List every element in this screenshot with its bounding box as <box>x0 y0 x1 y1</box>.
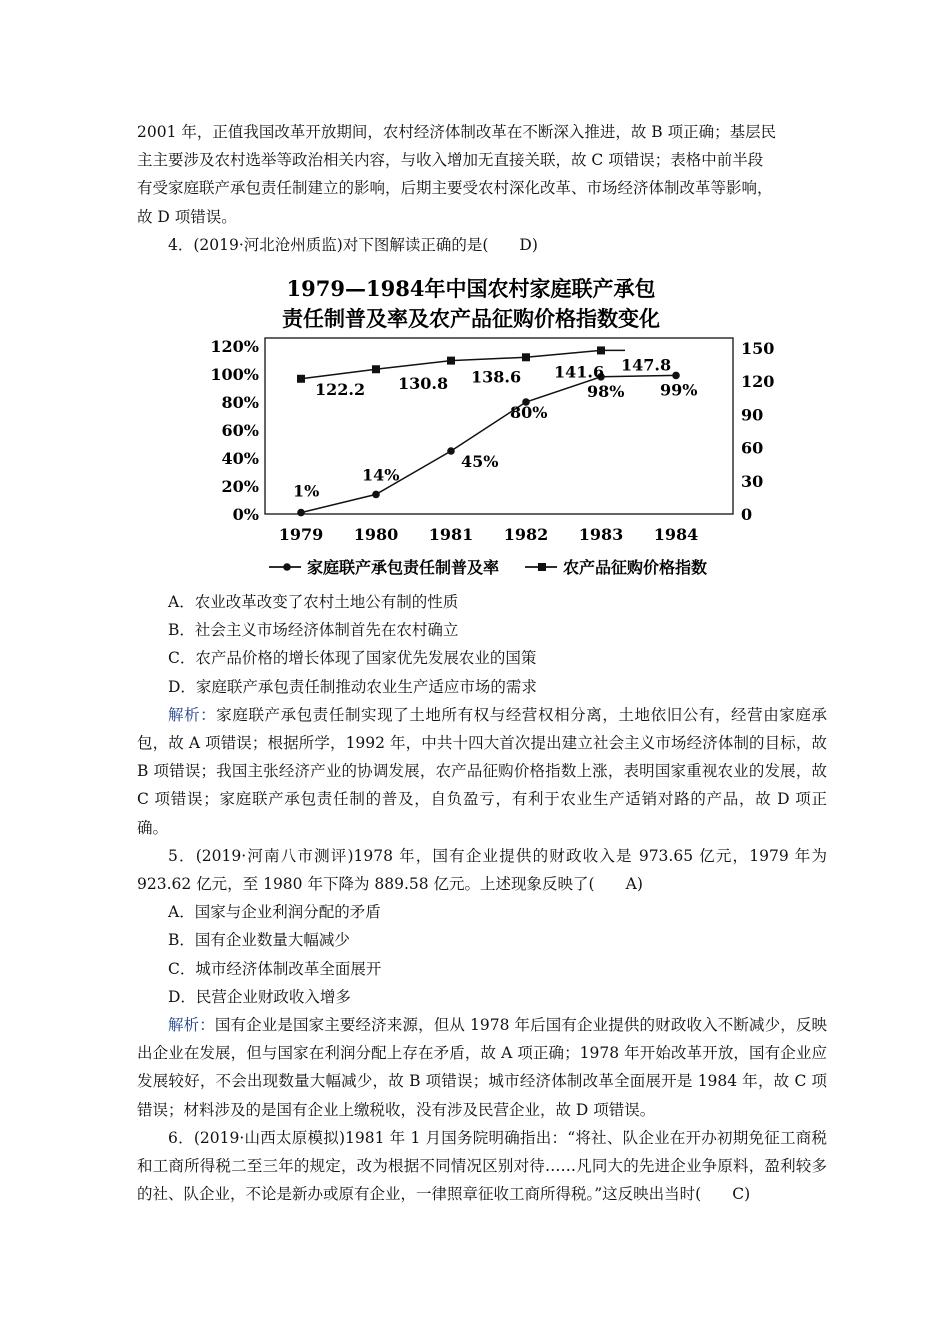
data-label-rate: 99% <box>660 380 698 400</box>
data-label-price: 147.8 <box>621 355 672 375</box>
data-point-price <box>522 353 530 361</box>
question-5-option-b: B．国有企业数量大幅减少 <box>168 931 350 950</box>
chart-title-line-1: 1979—1984年中国农村家庭联产承包 <box>286 276 656 302</box>
x-axis-tick-label: 1983 <box>578 525 624 545</box>
left-axis-tick-label: 0% <box>232 505 259 525</box>
question-6-text: 6．(2019·山西太原模拟)1981 年 1 月国务院明确指出：“将社、队企业在开办初期免征工商税和工商所得税二至三年的规定，改为根据不同情况区别对待……凡同大的先进企业争原料，盈利较多的社、队企业，不论是新办或原有企业，一律照章征收工商所得税。”这反映出当时( <box>137 1128 827 1204</box>
question-6-close: ) <box>744 1185 751 1204</box>
data-label-rate: 45% <box>461 452 499 472</box>
data-point-price <box>447 357 455 365</box>
question-4-option-b: B．社会主义市场经济体制首先在农村确立 <box>168 621 459 640</box>
legend-marker-square <box>538 563 546 571</box>
left-axis-tick-label: 120% <box>210 337 259 357</box>
right-axis-tick-label: 0 <box>741 505 753 525</box>
data-point-rate <box>372 491 380 499</box>
data-label-rate: 98% <box>587 381 625 401</box>
question-4-text: 4．(2019·河北沧州质监)对下图解读正确的是( <box>168 235 489 254</box>
prev-answer-line-1: 2001 年，正值我国改革开放期间，农村经济体制改革在不断深入推进，故 B 项正确；基层民 <box>137 123 777 141</box>
question-5-stem <box>137 842 827 898</box>
x-axis-tick-label: 1981 <box>428 525 474 545</box>
right-axis-tick-label: 150 <box>741 339 775 359</box>
prev-answer-line-3: 有受家庭联产承包责任制建立的影响，后期主要受农村深化改革、市场经济体制改革等影响， <box>137 179 773 198</box>
question-4-stem <box>137 231 827 259</box>
question-5-option-d: D．民营企业财政收入增多 <box>168 987 351 1006</box>
question-5-analysis <box>137 1011 827 1124</box>
data-label-rate: 14% <box>362 465 400 485</box>
legend-label-price: 农产品征购价格指数 <box>563 558 708 578</box>
analysis-label: 解析： <box>168 1016 215 1035</box>
x-axis-tick-label: 1980 <box>353 525 399 545</box>
data-point-price <box>372 365 380 373</box>
question-4-option-c: C．农产品价格的增长体现了国家优先发展农业的国策 <box>168 649 537 668</box>
chart-svg <box>203 264 775 582</box>
question-4-close: ) <box>531 235 538 254</box>
x-axis-tick-label: 1984 <box>653 525 699 545</box>
data-point-price <box>597 346 605 354</box>
x-axis-tick-label: 1982 <box>503 525 549 545</box>
right-axis-tick-label: 30 <box>741 471 764 491</box>
chart-title-line-2: 责任制普及率及农产品征购价格指数变化 <box>282 306 660 332</box>
data-point-rate <box>297 509 305 517</box>
question-4-analysis-text: 家庭联产承包责任制实现了土地所有权与经营权相分离，土地依旧公有，经营由家庭承包，故 A 项错误；根据所学，1992 年，中共十四大首次提出建立社会主义市场经济体制的目标，故 B 项错误；我国主张经济产业的协调发展，农产品征购价格指数上涨，表明国家重视农业的发展，故 C 项错误；家庭联产承包责任制的普及，自负盈亏，有利于农业生产适销对路的产品，故 D 项正确。 <box>137 705 827 837</box>
question-5-answer: A <box>625 875 637 894</box>
question-5-option-a: A．国家与企业利润分配的矛盾 <box>168 903 381 922</box>
prev-answer-line-4: 故 D 项错误。 <box>137 207 237 226</box>
question-4-analysis <box>137 701 827 842</box>
document-page <box>137 118 827 1208</box>
left-axis-tick-label: 20% <box>221 477 259 497</box>
right-axis-tick-label: 120 <box>741 372 775 392</box>
legend-label-rate: 家庭联产承包责任制普及率 <box>307 558 500 578</box>
question-4-option-d: D．家庭联产承包责任制推动农业生产适应市场的需求 <box>168 677 537 696</box>
right-axis-tick-label: 60 <box>741 438 764 458</box>
question-6-stem <box>137 1124 827 1209</box>
right-axis-tick-label: 90 <box>741 405 764 425</box>
data-label-rate: 1% <box>293 481 320 501</box>
prev-answer-line-2: 主主要涉及农村选举等政治相关内容，与收入增加无直接关联，故 C 项错误；表格中前半段 <box>137 151 764 170</box>
question-5-close: ) <box>636 875 643 894</box>
question-5-analysis-text: 国有企业是国家主要经济来源，但从 1978 年后国有企业提供的财政收入不断减少，反映出企业在发展，但与国家在利润分配上存在矛盾，故 A 项正确；1978 年开始改革开放，国有企业应发展较好，不会出现数量大幅减少，故 B 项错误；城市经济体制改革全面展开是 1984 年，故 C 项错误；材料涉及的是国有企业上缴税收，没有涉及民营企业，故 D 项错误。 <box>137 1016 827 1119</box>
question-5-text: 5．(2019·河南八市测评)1978 年，国有企业提供的财政收入是 973.65 亿元，1979 年为 923.62 亿元，至 1980 年下降为 889.58 亿元。上述现象反映了( <box>137 846 827 894</box>
data-point-price <box>297 375 305 383</box>
question-4-option-a: A．农业改革改变了农村土地公有制的性质 <box>168 593 459 612</box>
question-4-answer: D <box>519 235 532 254</box>
question-5-option-c: C．城市经济体制改革全面展开 <box>168 959 382 978</box>
left-axis-tick-label: 40% <box>221 449 259 469</box>
data-point-rate <box>447 447 455 455</box>
analysis-label: 解析： <box>168 705 217 724</box>
data-point-rate <box>672 372 680 380</box>
left-axis-tick-label: 80% <box>221 393 259 413</box>
chart <box>203 264 775 582</box>
x-axis-tick-label: 1979 <box>278 525 324 545</box>
data-label-price: 141.6 <box>554 362 605 382</box>
chart-legend <box>269 558 707 577</box>
left-axis-tick-label: 60% <box>221 421 259 441</box>
data-label-price: 130.8 <box>398 374 449 394</box>
left-axis-tick-label: 100% <box>210 365 259 385</box>
question-6-answer: C <box>732 1185 745 1204</box>
legend-marker-circle <box>283 563 291 571</box>
data-label-rate: 80% <box>510 403 548 423</box>
data-label-price: 122.2 <box>315 379 366 399</box>
data-label-price: 138.6 <box>471 367 522 387</box>
